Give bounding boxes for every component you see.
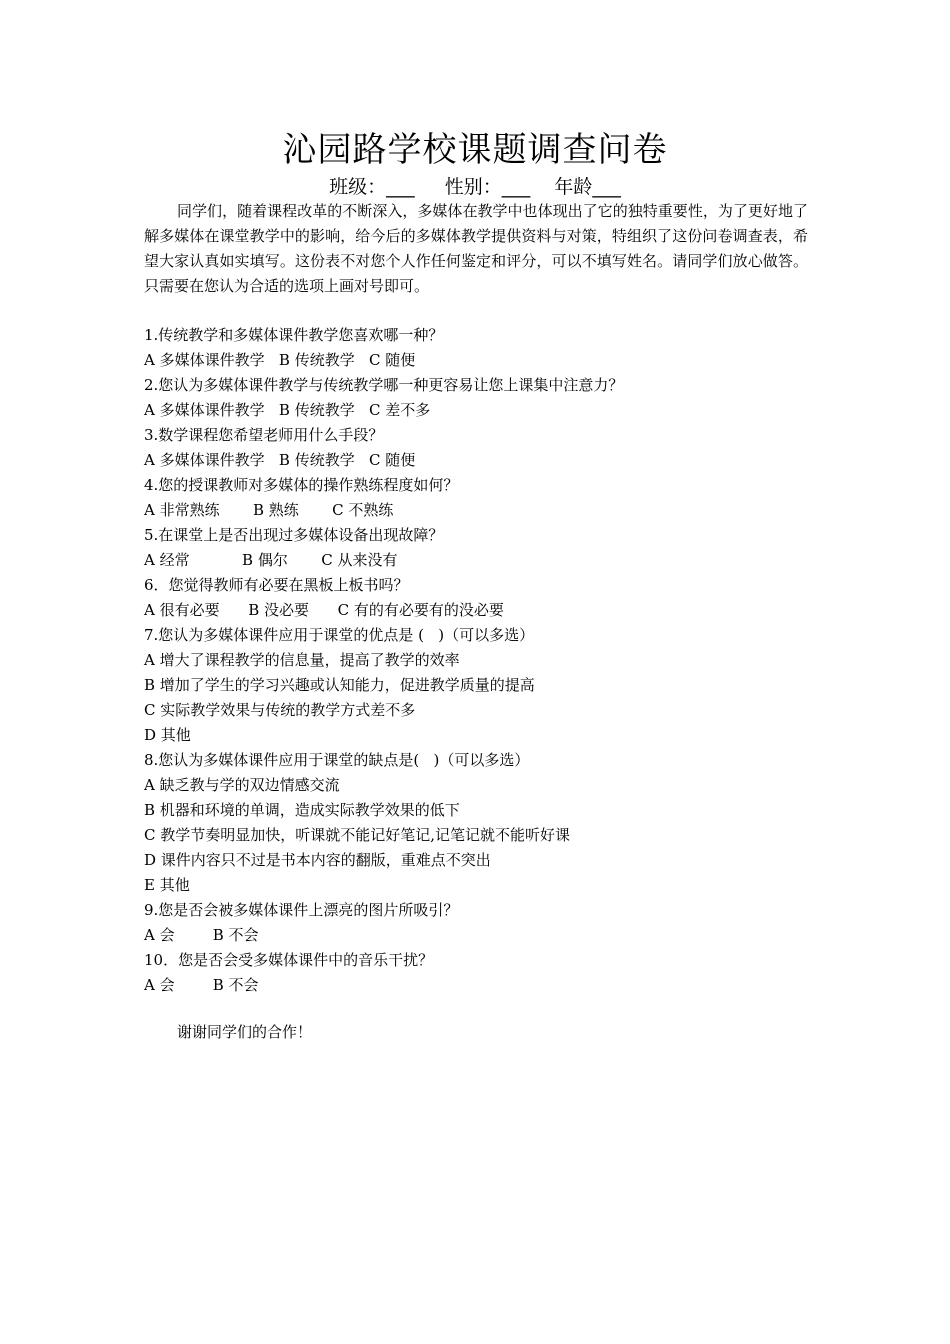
- question-2-options: A 多媒体课件教学 B 传统教学 C 差不多: [144, 401, 431, 419]
- document-title: 沁园路学校课题调查问卷: [282, 130, 668, 170]
- question-8: 8.您认为多媒体课件应用于课堂的缺点是( )（可以多选）: [144, 751, 530, 769]
- question-7-option-a: A 增大了课程教学的信息量，提高了教学的效率: [144, 651, 460, 669]
- question-7: 7.您认为多媒体课件应用于课堂的优点是 ( )（可以多选）: [144, 626, 535, 644]
- question-2: 2.您认为多媒体课件教学与传统教学哪一种更容易让您上课集中注意力？: [144, 376, 624, 394]
- question-8-option-c: C 教学节奏明显加快，听课就不能记好笔记,记笔记就不能听好课: [144, 826, 571, 844]
- question-3: 3.数学课程您希望老师用什么手段？: [144, 426, 384, 444]
- intro-paragraph: 同学们，随着课程改革的不断深入，多媒体在教学中也体现出了它的独特重要性，为了更好地了解多媒体在课堂教学中的影响，给今后的多媒体教学提供资料与对策，特组织了这份问卷调查表，希望大家认真如实填写。这份表不对您个人作任何鉴定和评分，可以不填写姓名。请同学们放心做答。只需要在您认为合适的选项上画对号即可。: [144, 202, 808, 295]
- question-8-option-d: D 课件内容只不过是书本内容的翻版，重难点不突出: [144, 851, 491, 869]
- question-3-options: A 多媒体课件教学 B 传统教学 C 随便: [144, 451, 416, 469]
- question-1: 1.传统教学和多媒体课件教学您喜欢哪一种？: [144, 326, 444, 344]
- question-4-options: A 非常熟练 B 熟练 C 不熟练: [144, 501, 394, 519]
- question-8-option-a: A 缺乏教与学的双边情感交流: [144, 776, 340, 794]
- question-7-option-d: D 其他: [144, 726, 191, 744]
- question-7-option-c: C 实际教学效果与传统的教学方式差不多: [144, 701, 416, 719]
- question-9-options: A 会 B 不会: [144, 926, 259, 944]
- question-list: [144, 323, 824, 998]
- question-10: 10．您是否会受多媒体课件中的音乐干扰？: [144, 951, 434, 969]
- question-1-options: A 多媒体课件教学 B 传统教学 C 随便: [144, 351, 416, 369]
- question-8-option-e: E 其他: [144, 876, 190, 894]
- question-7-option-b: B 增加了学生的学习兴趣或认知能力，促进教学质量的提高: [144, 676, 535, 694]
- question-8-option-b: B 机器和环境的单调，造成实际教学效果的低下: [144, 801, 460, 819]
- thanks-note: 谢谢同学们的合作！: [177, 1023, 313, 1041]
- question-6-options: A 很有必要 B 没必要 C 有的有必要有的没必要: [144, 601, 504, 619]
- question-6: 6．您觉得教师有必要在黑板上板书吗？: [144, 576, 409, 594]
- question-10-options: A 会 B 不会: [144, 976, 259, 994]
- question-4: 4.您的授课教师对多媒体的操作熟练程度如何？: [144, 476, 459, 494]
- question-5-options: A 经常 B 偶尔 C 从来没有: [144, 551, 398, 569]
- question-9: 9.您是否会被多媒体课件上漂亮的图片所吸引？: [144, 901, 459, 919]
- question-5: 5.在课堂上是否出现过多媒体设备出现故障？: [144, 526, 444, 544]
- student-info-fields: 班级：___ 性别：___ 年龄___: [329, 176, 621, 198]
